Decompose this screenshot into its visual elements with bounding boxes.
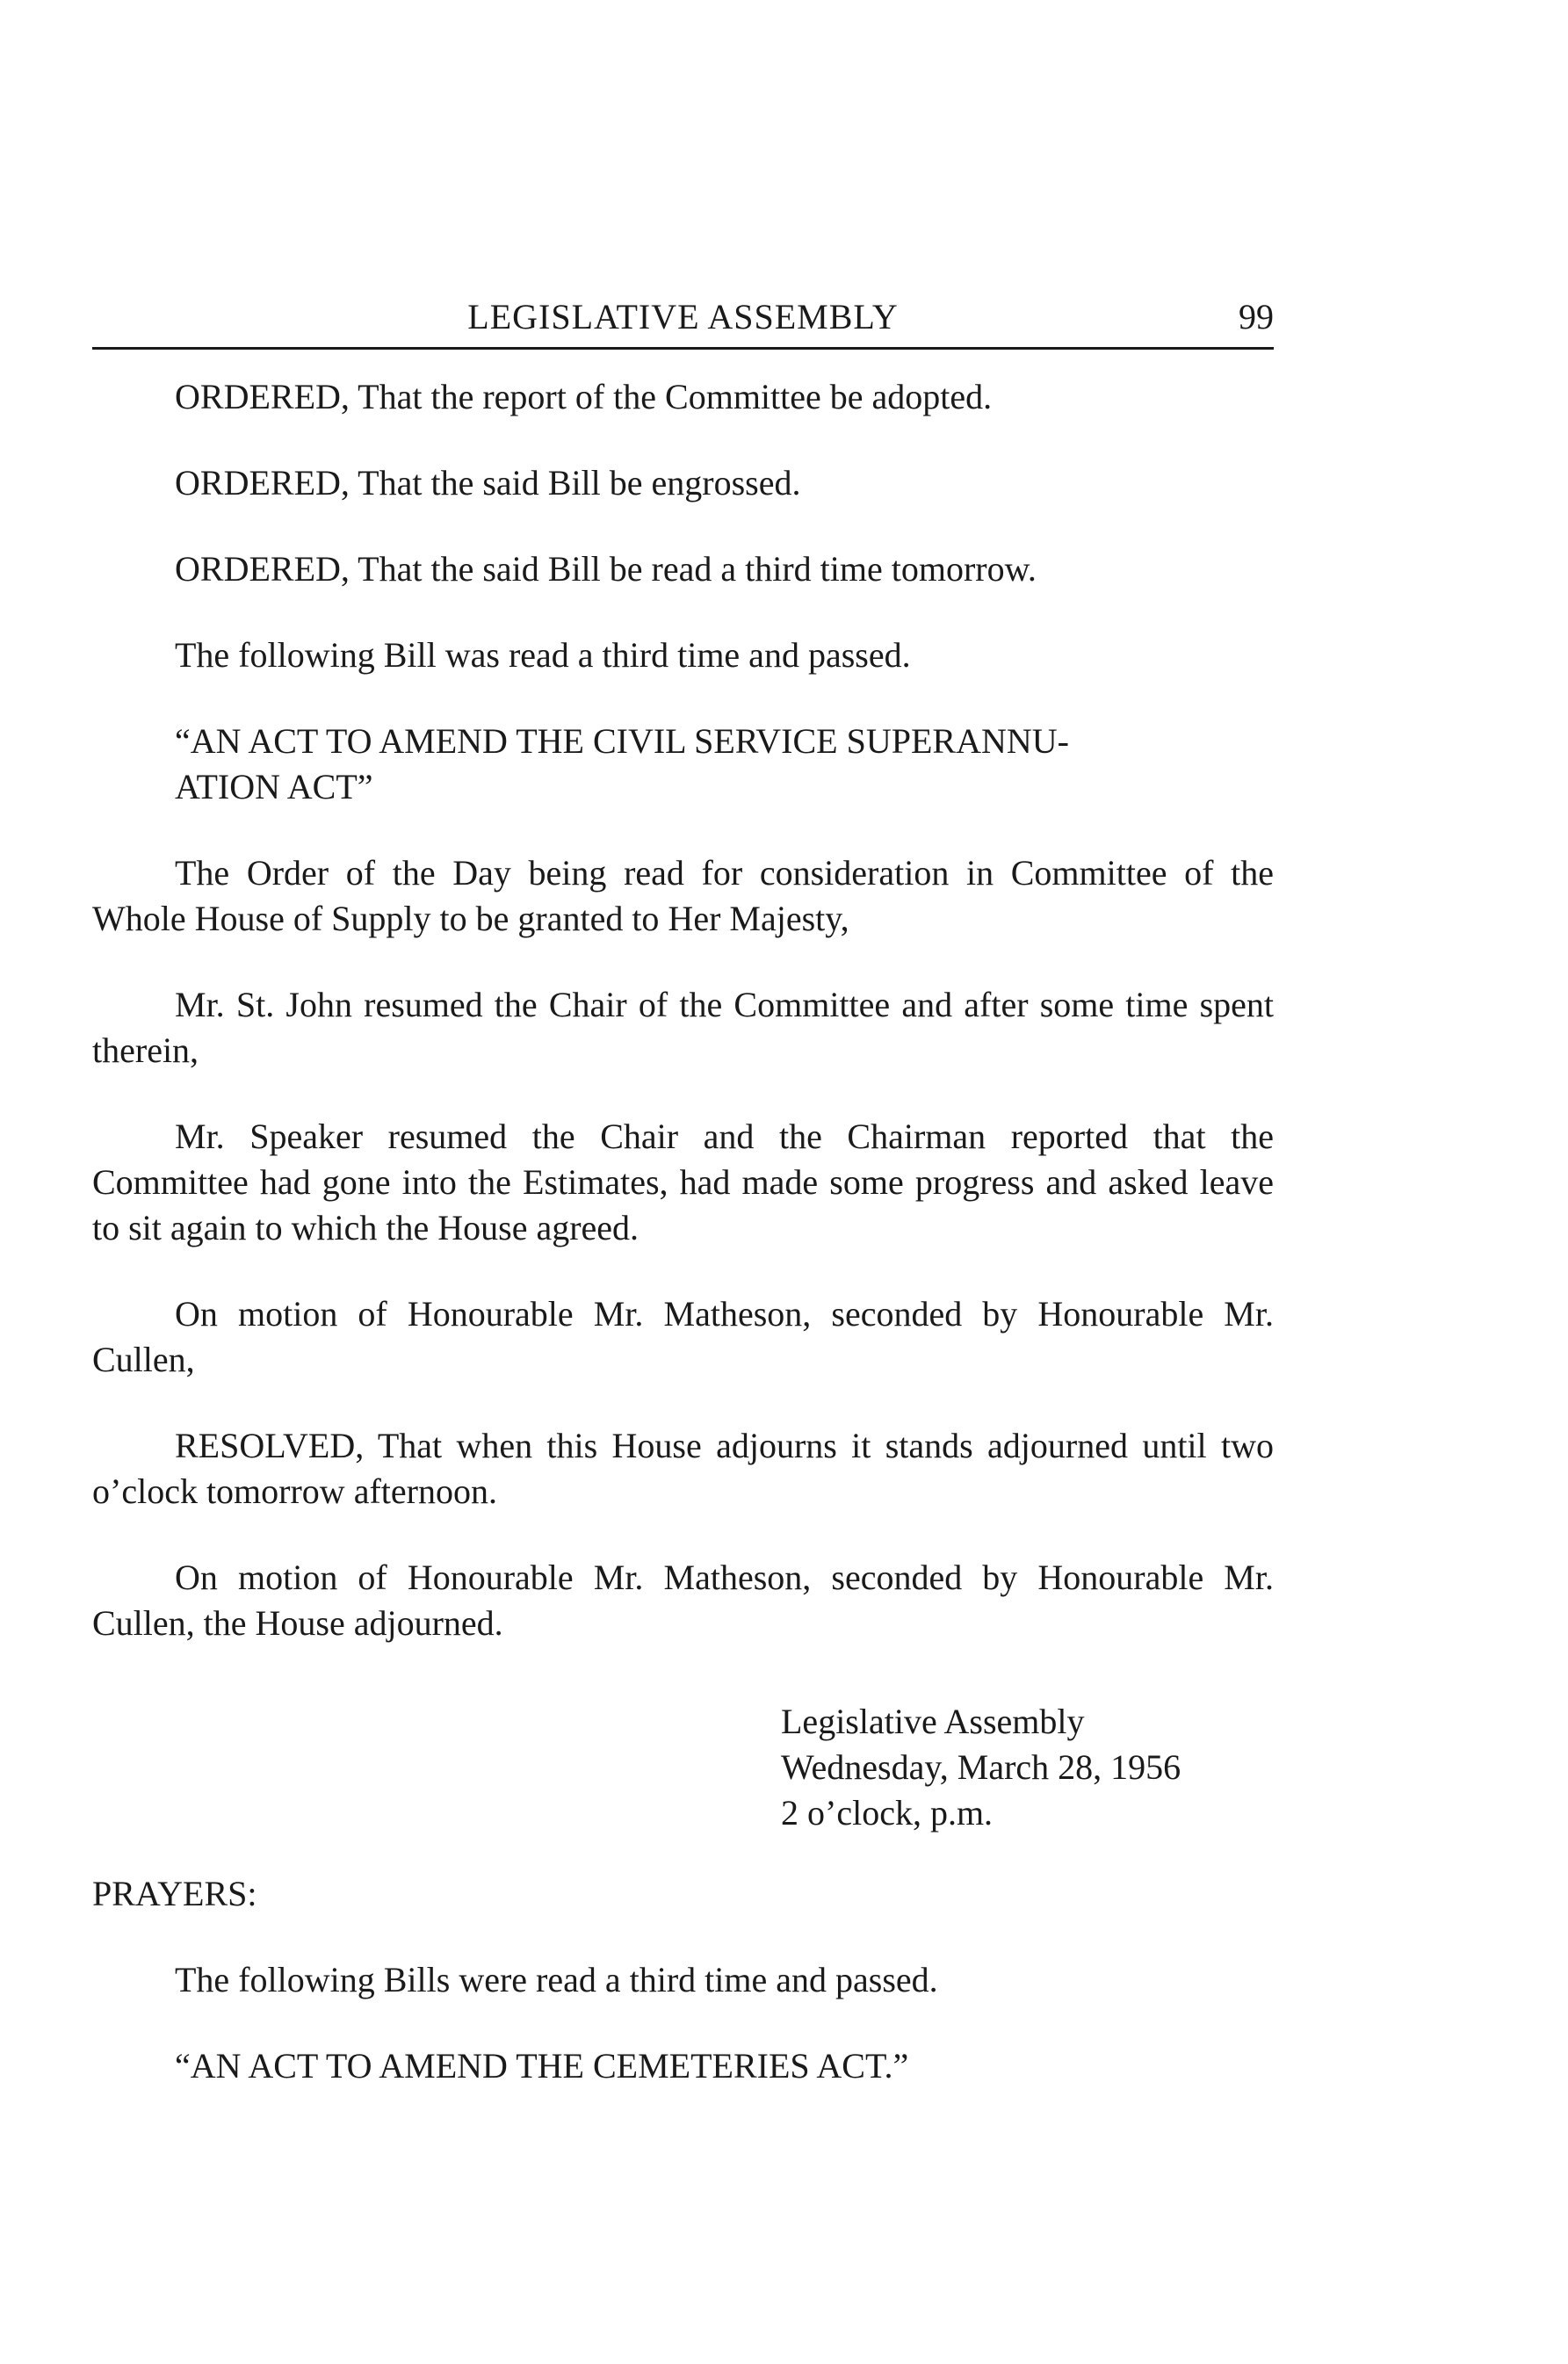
dateline-time: 2 o’clock, p.m. [781, 1793, 994, 1833]
page-header [92, 294, 1274, 350]
act-title-civil-service [175, 719, 1274, 810]
paragraph-bill-passed: The following Bill was read a third time and passed. [175, 635, 911, 675]
act-title-line-2: ATION ACT” [175, 767, 373, 806]
paragraph-bills-passed: The following Bills were read a third time and passed. [175, 1960, 938, 1999]
paragraph-ordered-third-reading: ORDERED, That the said Bill be read a third time tomorrow. [175, 549, 1037, 589]
paragraph-chair-resumed: Mr. St. John resumed the Chair of the Committee and after some time spent therein, [92, 985, 1274, 1070]
page-number: 99 [1239, 297, 1274, 336]
paragraph-resolved: RESOLVED, That when this House adjourns it stands adjourned until two o’clock tomorrow afternoon. [92, 1426, 1274, 1511]
document-page [92, 294, 1274, 2129]
act-title-cemeteries: “AN ACT TO AMEND THE CEMETERIES ACT.” [175, 2046, 909, 2086]
act-title-line-1: “AN ACT TO AMEND THE CIVIL SERVICE SUPERANNU- [175, 721, 1069, 761]
prayers-heading: PRAYERS: [92, 1874, 257, 1913]
header-title: LEGISLATIVE ASSEMBLY [467, 297, 899, 336]
paragraph-speaker-report: Mr. Speaker resumed the Chair and the Chairman reported that the Committee had gone into the Estimates, had made some progress and asked leave to sit again to which the House agreed. [92, 1117, 1274, 1247]
dateline-date: Wednesday, March 28, 1956 [781, 1747, 1181, 1787]
paragraph-order-of-day: The Order of the Day being read for consideration in Committee of the Whole House of Supply to be granted to Her Majesty, [92, 853, 1274, 938]
dateline [781, 1699, 1274, 1836]
paragraph-ordered-engrossed: ORDERED, That the said Bill be engrossed. [175, 463, 801, 502]
dateline-place: Legislative Assembly [781, 1702, 1085, 1741]
paragraph-motion-1: On motion of Honourable Mr. Matheson, seconded by Honourable Mr. Cullen, [92, 1294, 1274, 1379]
paragraph-motion-adjourned: On motion of Honourable Mr. Matheson, seconded by Honourable Mr. Cullen, the House adjourned. [92, 1558, 1274, 1643]
paragraph-ordered-report: ORDERED, That the report of the Committee be adopted. [175, 377, 993, 416]
